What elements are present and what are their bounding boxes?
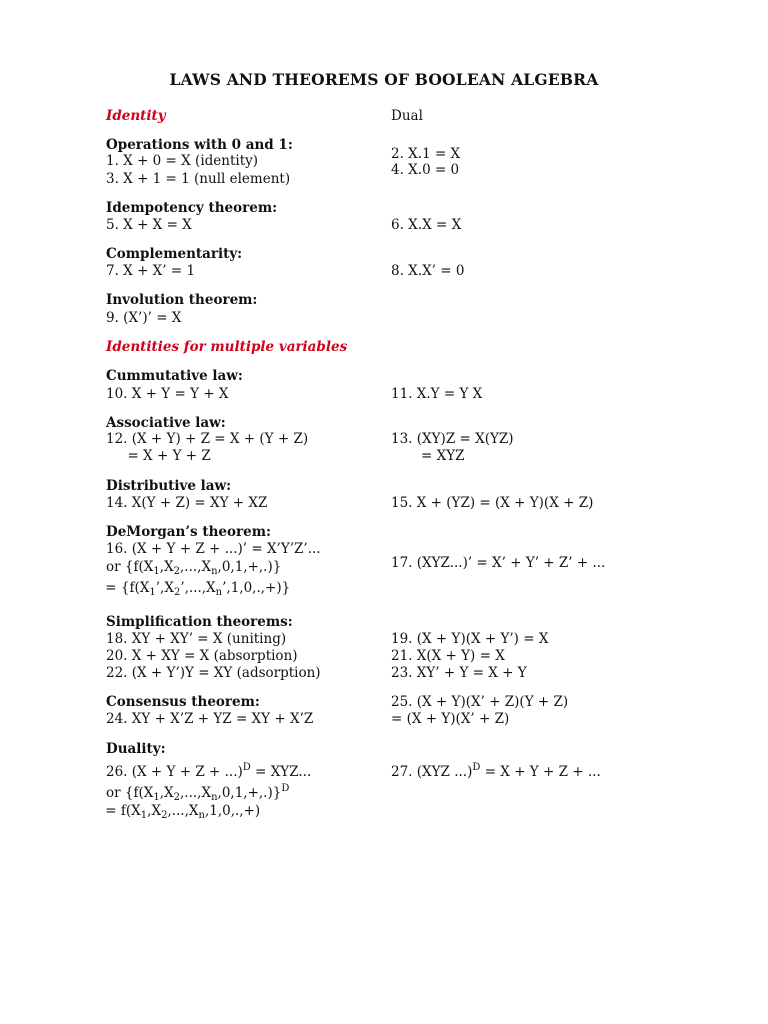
law-1: 1. X + 0 = X (identity) [106, 153, 259, 169]
multi-variable-heading: Identities for multiple variables [106, 339, 348, 355]
duality-heading: Duality: [106, 741, 166, 757]
consensus-heading: Consensus theorem: [106, 694, 260, 710]
law-5: 5. X + X = X [106, 217, 192, 233]
law-12-cont: = X + Y + Z [106, 448, 211, 464]
associative-heading: Associative law: [106, 415, 226, 431]
law-14: 14. X(Y + Z) = XY + XZ [106, 495, 268, 511]
law-10: 10. X + Y = Y + X [106, 386, 229, 402]
law-25-cont: = (X + Y)(X’ + Z) [391, 711, 510, 727]
law-3: 3. X + 1 = 1 (null element) [106, 171, 291, 187]
law-7: 7. X + X’ = 1 [106, 263, 196, 279]
idempotency-heading: Idempotency theorem: [106, 200, 278, 216]
law-25: 25. (X + Y)(X’ + Z)(Y + Z) [391, 694, 569, 710]
law-23: 23. XY’ + Y = X + Y [391, 665, 527, 681]
law-20: 20. X + XY = X (absorption) [106, 648, 298, 664]
law-9: 9. (X’)’ = X [106, 310, 182, 326]
involution-heading: Involution theorem: [106, 292, 258, 308]
complementarity-heading: Complementarity: [106, 246, 243, 262]
law-19: 19. (X + Y)(X + Y’) = X [391, 631, 549, 647]
law-11: 11. X.Y = Y X [391, 386, 483, 402]
law-15: 15. X + (YZ) = (X + Y)(X + Z) [391, 495, 594, 511]
demorgan-heading: DeMorgan’s theorem: [106, 524, 271, 540]
law-22: 22. (X + Y’)Y = XY (adsorption) [106, 665, 321, 681]
law-8: 8. X.X’ = 0 [391, 263, 465, 279]
identity-heading: Identity [106, 108, 166, 124]
law-27: 27. (XYZ ...)$^D$ = X + Y + Z + ... [391, 762, 601, 780]
law-21: 21. X(X + Y) = X [391, 648, 505, 664]
law-13: 13. (XY)Z = X(YZ) [391, 431, 514, 447]
law-12: 12. (X + Y) + Z = X + (Y + Z) [106, 431, 309, 447]
law-4: 4. X.0 = 0 [391, 162, 460, 178]
commutative-heading: Cummutative law: [106, 368, 243, 384]
page-title: LAWS AND THEOREMS OF BOOLEAN ALGEBRA [169, 70, 599, 89]
dual-heading: Dual [391, 108, 423, 124]
law-18: 18. XY + XY’ = X (uniting) [106, 631, 287, 647]
operations-heading: Operations with 0 and 1: [106, 137, 293, 153]
law-16-result: = $\{f(X_1’,X_2’,...,X_n’,1,0,.,+)\}$ [101, 580, 291, 598]
law-13-cont: = XYZ [391, 448, 465, 464]
law-26-alt: or $\{f(X_1,X_2,...,X_n,0,1,+,.)\}^D$ [106, 783, 290, 803]
law-26-result: = $f(X_1,X_2,...,X_n,1,0,.,+)$ [101, 803, 261, 821]
law-16-alt: or $\{f(X_1,X_2,...,X_n,0,1,+,.)\}$ [106, 559, 282, 577]
law-2: 2. X.1 = X [391, 146, 461, 162]
simplification-heading: Simplification theorems: [106, 614, 293, 630]
law-16: 16. (X + Y + Z + ...)’ = X’Y’Z’... [106, 541, 321, 557]
distributive-heading: Distributive law: [106, 478, 232, 494]
law-24: 24. XY + X’Z + YZ = XY + X’Z [106, 711, 314, 727]
law-17: 17. (XYZ...)’ = X’ + Y’ + Z’ + ... [391, 555, 606, 571]
law-6: 6. X.X = X [391, 217, 462, 233]
law-26: 26. (X + Y + Z + ...)$^D$ = XYZ... [106, 762, 312, 780]
